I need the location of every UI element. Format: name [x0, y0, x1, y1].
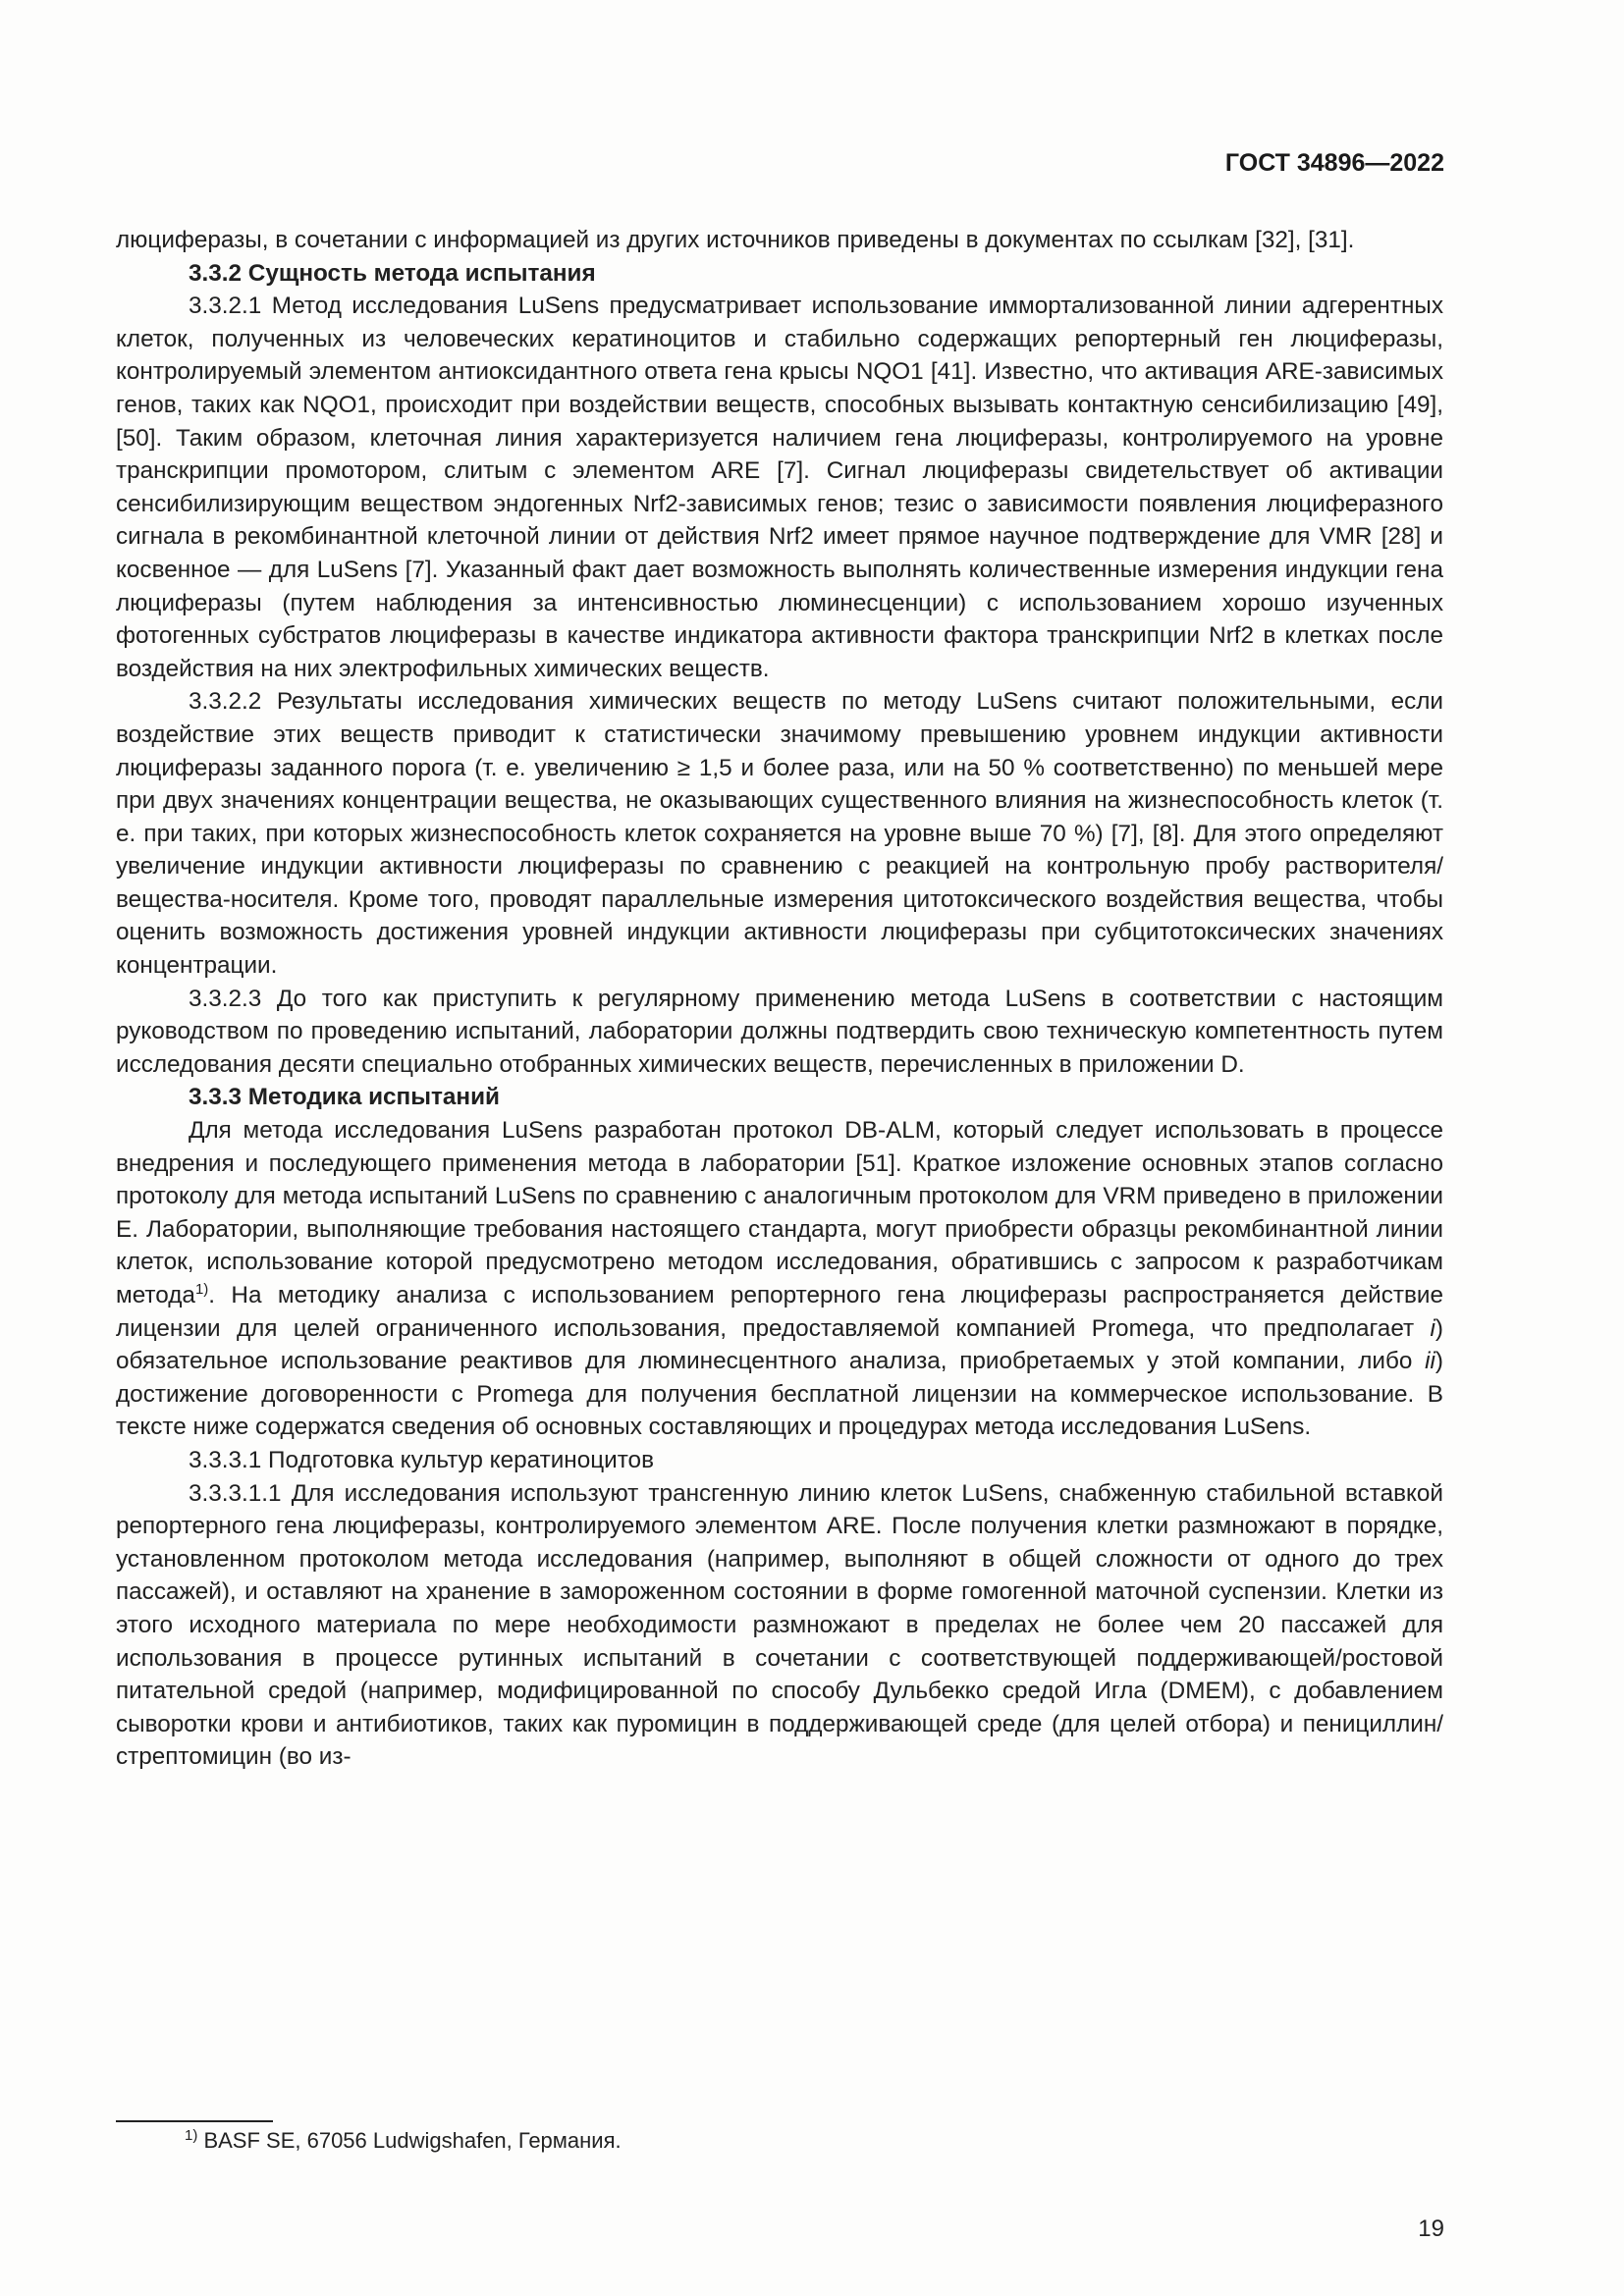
paragraph-3-3-3 [116, 1114, 1443, 1444]
footnote-text: BASF SE, 67056 Ludwigshafen, Германия. [197, 2128, 622, 2153]
document-body [116, 224, 1443, 1774]
paragraph-3-3-2-1: 3.3.2.1 Метод исследования LuSens предусматривает использование иммортализованной линии адгерентных клеток, полученных из человеческих кератиноцитов и стабильно содержащих репортерный ген люциферазы, контролируемый элементом антиоксидантного ответа гена крысы NQO1 [41]. Известно, что активация ARE-зависимых генов, таких как NQO1, происходит при воздействии веществ, способных вызывать контактную сенсибилизацию [49], [50]. Таким образом, клеточная линия характеризуется наличием гена люциферазы, контролируемого на уровне транскрипции промотором, слитым с элементом ARE [7]. Сигнал люциферазы свидетельствует об активации сенсибилизирующим веществом эндогенных Nrf2-зависимых генов; тезис о зависимости появления люциферазного сигнала в рекомбинантной клеточной линии от действия Nrf2 имеет прямое научное подтверждение для VMR [28] и косвенное — для LuSens [7]. Указанный факт дает возможность выполнять количественные измерения индукции гена люциферазы (путем наблюдения за интенсивностью люминесценции) с использованием хорошо изученных фотогенных субстратов люциферазы в качестве индикатора активности фактора транскрипции Nrf2 в клетках после воздействия на них электрофильных химических веществ. [116, 293, 1443, 682]
footnote-divider [116, 2120, 273, 2122]
paragraph-3-3-3-part-b: . На методику анализа с использованием репортерного гена люциферазы распространяется действие лицензии для целей ограниченного использования, предоставляемой компанией Promega, что предполагает [116, 1282, 1443, 1342]
footnote-reference: 1) [194, 1281, 209, 1298]
paragraph-3-3-2-3: 3.3.2.3 До того как приступить к регулярному применению метода LuSens в соответствии с настоящим руководством по проведению испытаний, лаборатории должны подтвердить свою техническую компетентность путем исследования десяти специально отобранных химических веществ, перечисленных в приложении D. [116, 985, 1443, 1078]
document-header: ГОСТ 34896—2022 [1224, 149, 1444, 177]
footnote-mark: 1) [185, 2127, 198, 2144]
section-heading-3-3-2: 3.3.2 Сущность метода испытания [189, 259, 596, 287]
subsection-heading-3-3-3-1: 3.3.3.1 Подготовка культур кератиноцитов [189, 1446, 654, 1473]
paragraph-3-3-3-1-1: 3.3.3.1.1 Для исследования используют трансгенную линию клеток LuSens, снабженную стабильной вставкой репортерного гена люциферазы, контролируемого элементом ARE. После получения клетки размножают в порядке, установленном протоколом метода исследования (например, выполняют в общей сложности от одного до трех пассажей), и оставляют на хранение в замороженном состоянии в форме гомогенной маточной суспензии. Клетки из этого исходного материала по мере необходимости размножают в пределах не более чем 20 пассажей для использования в процессе рутинных испытаний в сочетании с соответствующей поддерживающей/ростовой питательной средой (например, модифицированной по способу Дульбекко средой Игла (DMEM), с добавлением сыворотки крови и антибиотиков, таких как пуромицин в поддерживающей среде (для целей отбора) и пенициллин/стрептомицин (во из- [116, 1479, 1443, 1771]
page-number: 19 [1418, 2216, 1444, 2242]
paragraph-3-3-3-part-d: ) достижение договоренности с Promega для получения бесплатной лицензии на коммерческое использование. В тексте ниже содержатся сведения об основных составляющих и процедурах метода исследования LuSens. [116, 1348, 1443, 1441]
italic-marker-ii: ii [1425, 1348, 1435, 1375]
paragraph-3-3-3-part-a: Для метода исследования LuSens разработан протокол DB-ALM, который следует использовать в процессе внедрения и последующего применения метода в лаборатории [51]. Краткое изложение основных этапов согласно протоколу для метода испытаний LuSens по сравнению с аналогичным протоколом для VRM приведено в приложении E. Лаборатории, выполняющие требования настоящего стандарта, могут приобрести образцы рекомбинантной линии клеток, использование которой предусмотрено методом исследования, обратившись с запросом к разработчикам метода [116, 1117, 1443, 1308]
paragraph-3-3-2-2: 3.3.2.2 Результаты исследования химических веществ по методу LuSens считают положительными, если воздействие этих веществ приводит к статистически значимому превышению уровнем индукции активности люциферазы заданного порога (т. е. увеличению ≥ 1,5 и более раза, или на 50 % соответственно) по меньшей мере при двух значениях концентрации вещества, не оказывающих существенного влияния на жизнеспособность клеток (т. е. при таких, при которых жизнеспособность клеток сохраняется на уровне выше 70 %) [7], [8]. Для этого определяют увеличение индукции активности люциферазы по сравнению с реакцией на контрольную пробу растворителя/вещества-носителя. Кроме того, проводят параллельные измерения цитотоксического воздействия вещества, чтобы оценить возможность достижения уровней индукции активности люциферазы при субцитотоксических значениях концентрации. [116, 688, 1443, 980]
paragraph-3-3-3-part-c: ) обязательное использование реактивов для люминесцентного анализа, приобретаемых у этой компании, либо [116, 1314, 1443, 1375]
italic-marker-i: i [1430, 1314, 1435, 1342]
section-heading-3-3-3: 3.3.3 Методика испытаний [189, 1084, 500, 1111]
footnote [185, 2128, 622, 2154]
paragraph-continuation: люциферазы, в сочетании с информацией из других источников приведены в документах по ссылкам [32], [31]. [116, 227, 1355, 253]
